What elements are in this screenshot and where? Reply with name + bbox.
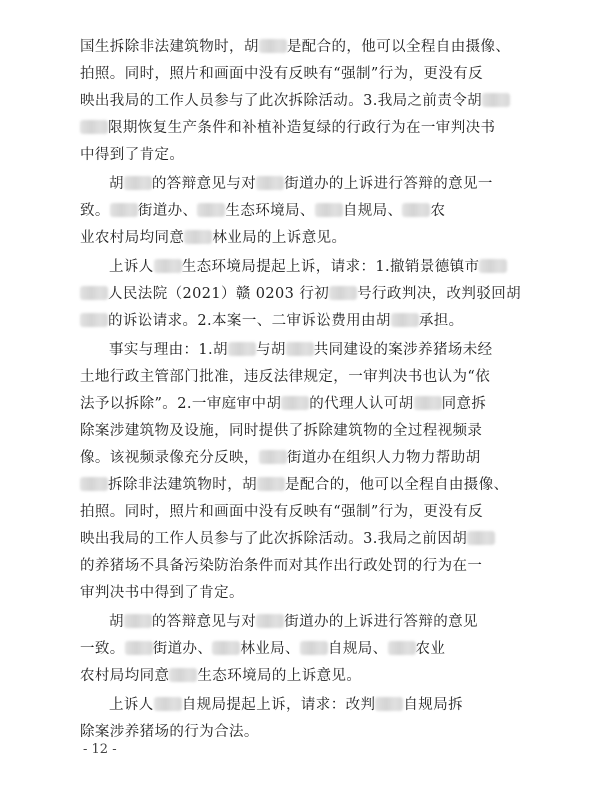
text-line: 拍照。同时，照片和画面中没有反映有“强制”行为，更没有反 (80, 66, 484, 82)
text-line: 拍照。同时，照片和画面中没有反映有“强制”行为，更没有反 (80, 504, 484, 520)
redaction-blur (482, 93, 510, 107)
redaction-blur (391, 313, 419, 327)
text-line: 事实与理由：1.胡 与胡 共同建设的案涉养猪场未经 (109, 342, 493, 358)
redaction-blur (257, 477, 285, 491)
redaction-blur (329, 286, 357, 300)
text-line: 农村局均同意 生态环境局的上诉意见。 (80, 668, 362, 684)
text-line: 限期恢复生产条件和补植补造复绿的行政行为在一审判决书 (80, 119, 495, 137)
redaction-blur (212, 641, 240, 655)
redaction-blur (256, 176, 284, 190)
redaction-blur (315, 203, 343, 217)
text-line: 像。该视频录像充分反映， 街道办在组织人力物力帮助胡 (80, 450, 481, 466)
text-line: 法予以拆除”。2.一审庭审中胡 的代理人认可胡 同意拆 (80, 396, 487, 412)
redaction-blur (124, 176, 152, 190)
redaction-blur (300, 641, 328, 655)
text-line: 映出我局的工作人员参与了此次拆除活动。3.我局之前责令胡 (80, 92, 510, 110)
redaction-blur (281, 396, 309, 410)
redaction-blur (388, 641, 416, 655)
text-line: 人民法院（2021）赣 0203 行初 号行政判决，改判驳回胡 (80, 285, 521, 303)
text-line: 胡 的答辩意见与对 街道办的上诉进行答辩的意见一 (109, 176, 493, 192)
redaction-blur (184, 230, 212, 244)
page-number: - 12 - (83, 742, 117, 757)
redaction-blur (402, 203, 430, 217)
text-line: 的养猪场不具备污染防治条件而对其作出行政处罚的行为在一 (80, 558, 483, 574)
redaction-blur (228, 342, 256, 356)
redaction-blur (154, 259, 182, 273)
text-line: 上诉人 自规局提起上诉，请求：改判 自规局拆 (109, 697, 464, 713)
redaction-blur (80, 286, 108, 300)
redaction-blur (125, 641, 153, 655)
redaction-blur (197, 203, 225, 217)
text-line: 国生拆除非法建筑物时，胡 是配合的，他可以全程自由摄像、 (80, 39, 511, 55)
text-line: 审判决书中得到了肯定。 (80, 585, 244, 601)
redaction-blur (110, 203, 138, 217)
redaction-blur (414, 396, 442, 410)
redaction-blur (169, 668, 197, 682)
text-line: 胡 的答辩意见与对 街道办的上诉进行答辩的意见 (109, 614, 478, 630)
text-line: 映出我局的工作人员参与了此次拆除活动。3.我局之前因胡 (80, 530, 495, 548)
text-line: 除案涉建筑物及设施，同时提供了拆除建筑物的全过程视频录 (80, 423, 483, 439)
redaction-blur (259, 450, 287, 464)
redaction-blur (154, 697, 182, 711)
redaction-blur (80, 477, 108, 491)
redaction-blur (286, 342, 314, 356)
text-line: 除案涉养猪场的行为合法。 (80, 724, 259, 740)
redaction-blur (259, 39, 287, 53)
redaction-blur (479, 259, 507, 273)
text-line: 的诉讼请求。2.本案一、二审诉讼费用由胡 承担。 (80, 312, 464, 330)
text-line: 上诉人 生态环境局提起上诉，请求：1.撤销景德镇市 (109, 258, 507, 276)
redaction-blur (375, 697, 403, 711)
redaction-blur (80, 120, 108, 134)
text-line: 土地行政主管部门批准，违反法律规定，一审判决书也认为“依 (80, 369, 491, 385)
redaction-blur (124, 614, 152, 628)
text-line: 业农村局均同意 林业局的上诉意见。 (80, 230, 347, 246)
text-line: 致。 街道办、 生态环境局、 自规局、 农 (80, 203, 446, 219)
text-line: 中得到了肯定。 (80, 147, 185, 163)
text-line: 拆除非法建筑物时，胡 是配合的，他可以全程自由摄像、 (80, 476, 509, 494)
text-line: 一致。 街道办、 林业局、 自规局、 农业 (80, 641, 446, 657)
redaction-blur (80, 313, 108, 327)
redaction-blur (256, 614, 284, 628)
redaction-blur (467, 531, 495, 545)
